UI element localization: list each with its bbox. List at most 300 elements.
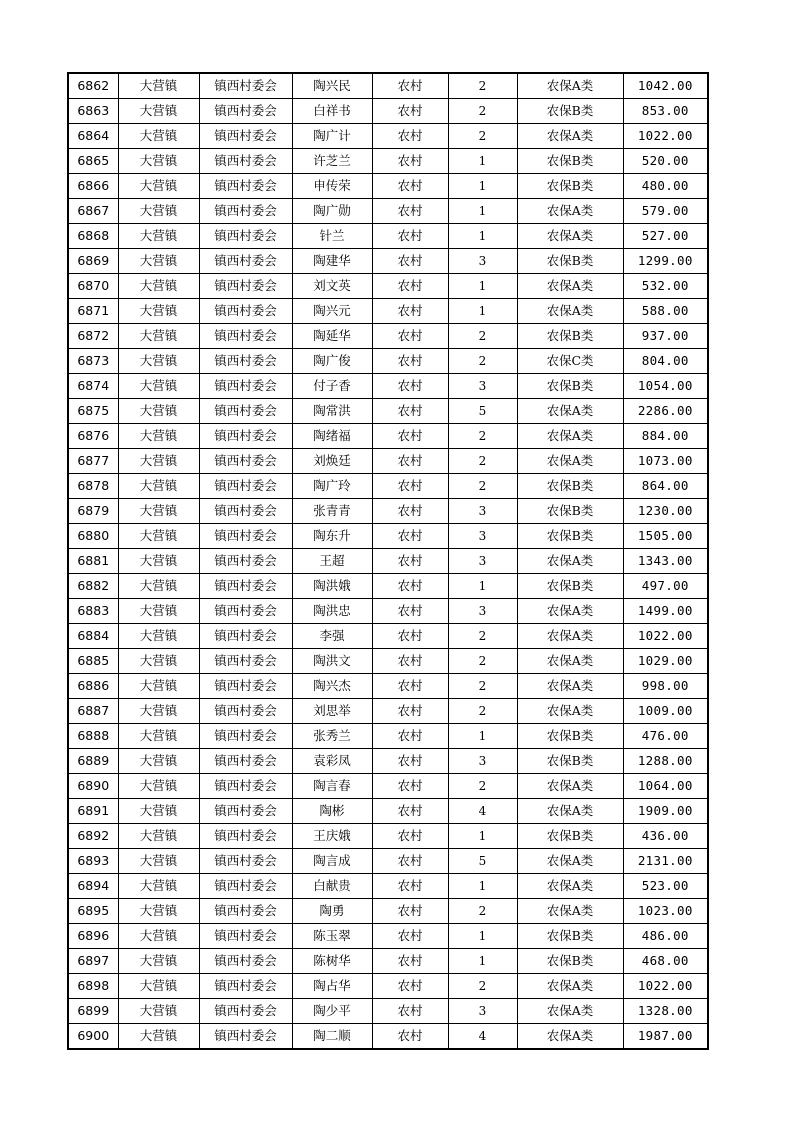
residence-type-cell: 农村 (372, 324, 448, 349)
name-cell: 刘文英 (292, 274, 372, 299)
town-cell: 大营镇 (118, 524, 199, 549)
insurance-category-cell: 农保A类 (517, 124, 623, 149)
table-row (68, 924, 708, 949)
village-committee-cell: 镇西村委会 (199, 249, 292, 274)
serial-number-cell: 6863 (68, 99, 118, 124)
name-cell: 白祥书 (292, 99, 372, 124)
table-row (68, 474, 708, 499)
village-committee-cell: 镇西村委会 (199, 724, 292, 749)
insurance-category-cell: 农保A类 (517, 1024, 623, 1050)
insurance-category-cell: 农保B类 (517, 524, 623, 549)
serial-number-cell: 6869 (68, 249, 118, 274)
residence-type-cell: 农村 (372, 249, 448, 274)
insurance-category-cell: 农保B类 (517, 249, 623, 274)
village-committee-cell: 镇西村委会 (199, 449, 292, 474)
table-row (68, 799, 708, 824)
town-cell: 大营镇 (118, 249, 199, 274)
household-size-cell: 2 (448, 99, 517, 124)
village-committee-cell: 镇西村委会 (199, 574, 292, 599)
village-committee-cell: 镇西村委会 (199, 424, 292, 449)
household-size-cell: 3 (448, 999, 517, 1024)
amount-cell: 1288.00 (623, 749, 708, 774)
residence-type-cell: 农村 (372, 299, 448, 324)
insurance-category-cell: 农保B类 (517, 574, 623, 599)
serial-number-cell: 6900 (68, 1024, 118, 1050)
name-cell: 陶兴民 (292, 73, 372, 99)
table-row (68, 599, 708, 624)
table-row (68, 73, 708, 99)
village-committee-cell: 镇西村委会 (199, 73, 292, 99)
household-size-cell: 2 (448, 974, 517, 999)
village-committee-cell: 镇西村委会 (199, 149, 292, 174)
household-size-cell: 2 (448, 474, 517, 499)
name-cell: 申传荣 (292, 174, 372, 199)
name-cell: 陶常洪 (292, 399, 372, 424)
amount-cell: 486.00 (623, 924, 708, 949)
serial-number-cell: 6894 (68, 874, 118, 899)
village-committee-cell: 镇西村委会 (199, 399, 292, 424)
amount-cell: 1909.00 (623, 799, 708, 824)
residence-type-cell: 农村 (372, 649, 448, 674)
village-committee-cell: 镇西村委会 (199, 699, 292, 724)
serial-number-cell: 6891 (68, 799, 118, 824)
residence-type-cell: 农村 (372, 674, 448, 699)
town-cell: 大营镇 (118, 399, 199, 424)
residence-type-cell: 农村 (372, 424, 448, 449)
village-committee-cell: 镇西村委会 (199, 549, 292, 574)
amount-cell: 532.00 (623, 274, 708, 299)
name-cell: 陶洪娥 (292, 574, 372, 599)
insurance-category-cell: 农保A类 (517, 299, 623, 324)
insurance-category-cell: 农保B类 (517, 149, 623, 174)
insurance-category-cell: 农保A类 (517, 199, 623, 224)
insurance-category-cell: 农保A类 (517, 624, 623, 649)
insurance-category-cell: 农保A类 (517, 424, 623, 449)
table-row (68, 949, 708, 974)
residence-type-cell: 农村 (372, 949, 448, 974)
serial-number-cell: 6892 (68, 824, 118, 849)
serial-number-cell: 6880 (68, 524, 118, 549)
village-committee-cell: 镇西村委会 (199, 624, 292, 649)
insurance-category-cell: 农保B类 (517, 474, 623, 499)
records-table (67, 72, 709, 1050)
table-row (68, 749, 708, 774)
insurance-category-cell: 农保B类 (517, 824, 623, 849)
household-size-cell: 3 (448, 499, 517, 524)
insurance-category-cell: 农保B类 (517, 99, 623, 124)
name-cell: 陶二顺 (292, 1024, 372, 1050)
household-size-cell: 1 (448, 574, 517, 599)
household-size-cell: 2 (448, 699, 517, 724)
name-cell: 陶勇 (292, 899, 372, 924)
insurance-category-cell: 农保A类 (517, 974, 623, 999)
household-size-cell: 1 (448, 174, 517, 199)
residence-type-cell: 农村 (372, 224, 448, 249)
records-table-body (68, 73, 708, 1049)
residence-type-cell: 农村 (372, 349, 448, 374)
household-size-cell: 3 (448, 524, 517, 549)
name-cell: 陈玉翠 (292, 924, 372, 949)
town-cell: 大营镇 (118, 999, 199, 1024)
household-size-cell: 1 (448, 199, 517, 224)
insurance-category-cell: 农保A类 (517, 449, 623, 474)
household-size-cell: 1 (448, 874, 517, 899)
village-committee-cell: 镇西村委会 (199, 349, 292, 374)
village-committee-cell: 镇西村委会 (199, 124, 292, 149)
serial-number-cell: 6877 (68, 449, 118, 474)
name-cell: 陶建华 (292, 249, 372, 274)
town-cell: 大营镇 (118, 674, 199, 699)
serial-number-cell: 6879 (68, 499, 118, 524)
amount-cell: 1022.00 (623, 974, 708, 999)
residence-type-cell: 农村 (372, 499, 448, 524)
amount-cell: 853.00 (623, 99, 708, 124)
insurance-category-cell: 农保A类 (517, 549, 623, 574)
residence-type-cell: 农村 (372, 724, 448, 749)
name-cell: 陶延华 (292, 324, 372, 349)
serial-number-cell: 6890 (68, 774, 118, 799)
table-row (68, 324, 708, 349)
serial-number-cell: 6876 (68, 424, 118, 449)
insurance-category-cell: 农保A类 (517, 674, 623, 699)
residence-type-cell: 农村 (372, 149, 448, 174)
village-committee-cell: 镇西村委会 (199, 274, 292, 299)
village-committee-cell: 镇西村委会 (199, 774, 292, 799)
amount-cell: 998.00 (623, 674, 708, 699)
residence-type-cell: 农村 (372, 749, 448, 774)
household-size-cell: 2 (448, 324, 517, 349)
insurance-category-cell: 农保B类 (517, 499, 623, 524)
town-cell: 大营镇 (118, 174, 199, 199)
name-cell: 陶东升 (292, 524, 372, 549)
village-committee-cell: 镇西村委会 (199, 299, 292, 324)
name-cell: 白献贵 (292, 874, 372, 899)
town-cell: 大营镇 (118, 199, 199, 224)
insurance-category-cell: 农保A类 (517, 274, 623, 299)
residence-type-cell: 农村 (372, 124, 448, 149)
residence-type-cell: 农村 (372, 449, 448, 474)
name-cell: 张青青 (292, 499, 372, 524)
insurance-category-cell: 农保B类 (517, 749, 623, 774)
household-size-cell: 3 (448, 599, 517, 624)
town-cell: 大营镇 (118, 899, 199, 924)
table-row (68, 524, 708, 549)
amount-cell: 884.00 (623, 424, 708, 449)
residence-type-cell: 农村 (372, 574, 448, 599)
table-row (68, 974, 708, 999)
amount-cell: 937.00 (623, 324, 708, 349)
village-committee-cell: 镇西村委会 (199, 1024, 292, 1050)
village-committee-cell: 镇西村委会 (199, 324, 292, 349)
name-cell: 陶兴杰 (292, 674, 372, 699)
village-committee-cell: 镇西村委会 (199, 899, 292, 924)
insurance-category-cell: 农保A类 (517, 774, 623, 799)
amount-cell: 1042.00 (623, 73, 708, 99)
residence-type-cell: 农村 (372, 73, 448, 99)
town-cell: 大营镇 (118, 724, 199, 749)
name-cell: 陶言成 (292, 849, 372, 874)
serial-number-cell: 6868 (68, 224, 118, 249)
amount-cell: 520.00 (623, 149, 708, 174)
table-row (68, 199, 708, 224)
serial-number-cell: 6896 (68, 924, 118, 949)
serial-number-cell: 6866 (68, 174, 118, 199)
amount-cell: 436.00 (623, 824, 708, 849)
name-cell: 陶彬 (292, 799, 372, 824)
village-committee-cell: 镇西村委会 (199, 499, 292, 524)
amount-cell: 588.00 (623, 299, 708, 324)
amount-cell: 476.00 (623, 724, 708, 749)
serial-number-cell: 6864 (68, 124, 118, 149)
household-size-cell: 2 (448, 449, 517, 474)
insurance-category-cell: 农保A类 (517, 899, 623, 924)
residence-type-cell: 农村 (372, 799, 448, 824)
insurance-category-cell: 农保A类 (517, 73, 623, 99)
name-cell: 陶广俊 (292, 349, 372, 374)
serial-number-cell: 6888 (68, 724, 118, 749)
town-cell: 大营镇 (118, 449, 199, 474)
residence-type-cell: 农村 (372, 849, 448, 874)
amount-cell: 579.00 (623, 199, 708, 224)
residence-type-cell: 农村 (372, 924, 448, 949)
residence-type-cell: 农村 (372, 999, 448, 1024)
insurance-category-cell: 农保A类 (517, 874, 623, 899)
table-row (68, 299, 708, 324)
residence-type-cell: 农村 (372, 474, 448, 499)
village-committee-cell: 镇西村委会 (199, 749, 292, 774)
insurance-category-cell: 农保A类 (517, 999, 623, 1024)
name-cell: 李强 (292, 624, 372, 649)
name-cell: 付子香 (292, 374, 372, 399)
village-committee-cell: 镇西村委会 (199, 824, 292, 849)
village-committee-cell: 镇西村委会 (199, 949, 292, 974)
amount-cell: 1009.00 (623, 699, 708, 724)
amount-cell: 1499.00 (623, 599, 708, 624)
amount-cell: 468.00 (623, 949, 708, 974)
village-committee-cell: 镇西村委会 (199, 99, 292, 124)
household-size-cell: 1 (448, 299, 517, 324)
village-committee-cell: 镇西村委会 (199, 924, 292, 949)
residence-type-cell: 农村 (372, 374, 448, 399)
serial-number-cell: 6899 (68, 999, 118, 1024)
table-row (68, 649, 708, 674)
household-size-cell: 3 (448, 549, 517, 574)
name-cell: 陶言春 (292, 774, 372, 799)
serial-number-cell: 6875 (68, 399, 118, 424)
name-cell: 刘思举 (292, 699, 372, 724)
town-cell: 大营镇 (118, 224, 199, 249)
table-row (68, 699, 708, 724)
residence-type-cell: 农村 (372, 774, 448, 799)
serial-number-cell: 6898 (68, 974, 118, 999)
table-row (68, 149, 708, 174)
town-cell: 大营镇 (118, 99, 199, 124)
residence-type-cell: 农村 (372, 624, 448, 649)
household-size-cell: 5 (448, 849, 517, 874)
serial-number-cell: 6885 (68, 649, 118, 674)
table-row (68, 424, 708, 449)
insurance-category-cell: 农保B类 (517, 724, 623, 749)
amount-cell: 1230.00 (623, 499, 708, 524)
town-cell: 大营镇 (118, 299, 199, 324)
table-row (68, 899, 708, 924)
amount-cell: 1029.00 (623, 649, 708, 674)
residence-type-cell: 农村 (372, 974, 448, 999)
household-size-cell: 2 (448, 899, 517, 924)
town-cell: 大营镇 (118, 424, 199, 449)
serial-number-cell: 6865 (68, 149, 118, 174)
household-size-cell: 1 (448, 924, 517, 949)
town-cell: 大营镇 (118, 274, 199, 299)
household-size-cell: 3 (448, 749, 517, 774)
name-cell: 陶绪福 (292, 424, 372, 449)
household-size-cell: 2 (448, 649, 517, 674)
name-cell: 陶广勋 (292, 199, 372, 224)
town-cell: 大营镇 (118, 824, 199, 849)
serial-number-cell: 6870 (68, 274, 118, 299)
amount-cell: 2286.00 (623, 399, 708, 424)
household-size-cell: 1 (448, 149, 517, 174)
household-size-cell: 2 (448, 424, 517, 449)
town-cell: 大营镇 (118, 149, 199, 174)
amount-cell: 523.00 (623, 874, 708, 899)
residence-type-cell: 农村 (372, 524, 448, 549)
town-cell: 大营镇 (118, 949, 199, 974)
name-cell: 袁彩凤 (292, 749, 372, 774)
town-cell: 大营镇 (118, 73, 199, 99)
serial-number-cell: 6871 (68, 299, 118, 324)
table-row (68, 224, 708, 249)
amount-cell: 497.00 (623, 574, 708, 599)
amount-cell: 1022.00 (623, 124, 708, 149)
table-row (68, 449, 708, 474)
village-committee-cell: 镇西村委会 (199, 974, 292, 999)
town-cell: 大营镇 (118, 599, 199, 624)
amount-cell: 1023.00 (623, 899, 708, 924)
town-cell: 大营镇 (118, 749, 199, 774)
table-row (68, 874, 708, 899)
name-cell: 针兰 (292, 224, 372, 249)
insurance-category-cell: 农保B类 (517, 374, 623, 399)
serial-number-cell: 6874 (68, 374, 118, 399)
name-cell: 陶少平 (292, 999, 372, 1024)
serial-number-cell: 6897 (68, 949, 118, 974)
town-cell: 大营镇 (118, 874, 199, 899)
serial-number-cell: 6884 (68, 624, 118, 649)
table-row (68, 674, 708, 699)
amount-cell: 1064.00 (623, 774, 708, 799)
village-committee-cell: 镇西村委会 (199, 199, 292, 224)
amount-cell: 1328.00 (623, 999, 708, 1024)
town-cell: 大营镇 (118, 349, 199, 374)
document-sheet (67, 72, 707, 1050)
household-size-cell: 4 (448, 799, 517, 824)
town-cell: 大营镇 (118, 1024, 199, 1050)
table-row (68, 1024, 708, 1050)
insurance-category-cell: 农保A类 (517, 599, 623, 624)
household-size-cell: 2 (448, 73, 517, 99)
residence-type-cell: 农村 (372, 599, 448, 624)
serial-number-cell: 6882 (68, 574, 118, 599)
amount-cell: 2131.00 (623, 849, 708, 874)
insurance-category-cell: 农保B类 (517, 324, 623, 349)
village-committee-cell: 镇西村委会 (199, 599, 292, 624)
amount-cell: 1343.00 (623, 549, 708, 574)
amount-cell: 1987.00 (623, 1024, 708, 1050)
village-committee-cell: 镇西村委会 (199, 849, 292, 874)
table-row (68, 624, 708, 649)
table-row (68, 499, 708, 524)
serial-number-cell: 6873 (68, 349, 118, 374)
serial-number-cell: 6867 (68, 199, 118, 224)
serial-number-cell: 6886 (68, 674, 118, 699)
table-row (68, 174, 708, 199)
household-size-cell: 4 (448, 1024, 517, 1050)
village-committee-cell: 镇西村委会 (199, 649, 292, 674)
town-cell: 大营镇 (118, 474, 199, 499)
amount-cell: 864.00 (623, 474, 708, 499)
name-cell: 陶占华 (292, 974, 372, 999)
table-row (68, 774, 708, 799)
table-row (68, 574, 708, 599)
village-committee-cell: 镇西村委会 (199, 674, 292, 699)
town-cell: 大营镇 (118, 124, 199, 149)
town-cell: 大营镇 (118, 699, 199, 724)
serial-number-cell: 6878 (68, 474, 118, 499)
household-size-cell: 5 (448, 399, 517, 424)
name-cell: 陶兴元 (292, 299, 372, 324)
table-row (68, 724, 708, 749)
insurance-category-cell: 农保A类 (517, 224, 623, 249)
village-committee-cell: 镇西村委会 (199, 174, 292, 199)
household-size-cell: 2 (448, 624, 517, 649)
insurance-category-cell: 农保A类 (517, 699, 623, 724)
town-cell: 大营镇 (118, 924, 199, 949)
amount-cell: 1299.00 (623, 249, 708, 274)
name-cell: 张秀兰 (292, 724, 372, 749)
household-size-cell: 1 (448, 724, 517, 749)
table-row (68, 374, 708, 399)
village-committee-cell: 镇西村委会 (199, 799, 292, 824)
town-cell: 大营镇 (118, 774, 199, 799)
residence-type-cell: 农村 (372, 899, 448, 924)
household-size-cell: 1 (448, 224, 517, 249)
amount-cell: 804.00 (623, 349, 708, 374)
residence-type-cell: 农村 (372, 274, 448, 299)
town-cell: 大营镇 (118, 374, 199, 399)
residence-type-cell: 农村 (372, 699, 448, 724)
name-cell: 陶洪文 (292, 649, 372, 674)
amount-cell: 1073.00 (623, 449, 708, 474)
amount-cell: 1022.00 (623, 624, 708, 649)
insurance-category-cell: 农保A类 (517, 849, 623, 874)
town-cell: 大营镇 (118, 849, 199, 874)
table-row (68, 99, 708, 124)
table-row (68, 999, 708, 1024)
household-size-cell: 3 (448, 249, 517, 274)
table-row (68, 824, 708, 849)
residence-type-cell: 农村 (372, 199, 448, 224)
insurance-category-cell: 农保A类 (517, 799, 623, 824)
town-cell: 大营镇 (118, 649, 199, 674)
residence-type-cell: 农村 (372, 399, 448, 424)
amount-cell: 480.00 (623, 174, 708, 199)
serial-number-cell: 6881 (68, 549, 118, 574)
table-row (68, 124, 708, 149)
amount-cell: 527.00 (623, 224, 708, 249)
household-size-cell: 1 (448, 274, 517, 299)
name-cell: 刘焕廷 (292, 449, 372, 474)
